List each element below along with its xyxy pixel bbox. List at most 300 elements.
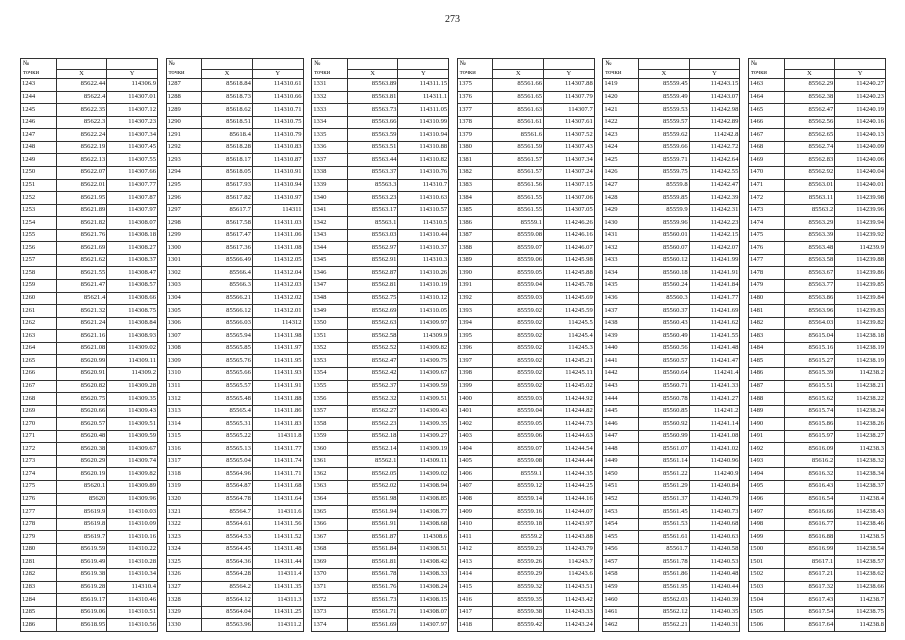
table-row [166, 619, 303, 632]
point-number: 1286 [21, 619, 57, 632]
y-coordinate: 114240.53 [689, 556, 740, 569]
x-coordinate: 85562.47 [784, 104, 835, 117]
y-coordinate: 114239.85 [835, 280, 886, 293]
y-coordinate: 114310.26 [398, 267, 449, 280]
x-coordinate: 85617.36 [202, 242, 253, 255]
y-coordinate: 114310.76 [398, 166, 449, 179]
table-row [166, 606, 303, 619]
point-number: 1391 [457, 280, 493, 293]
y-coordinate: 114310.46 [107, 594, 158, 607]
table-row [457, 166, 594, 179]
table-row [166, 543, 303, 556]
table-row [457, 91, 594, 104]
y-coordinate: 114308.84 [107, 317, 158, 330]
x-coordinate: 85559.18 [493, 518, 544, 531]
table-row [457, 493, 594, 506]
y-coordinate: 114311.44 [252, 556, 303, 569]
x-coordinate: 85618.73 [202, 91, 253, 104]
point-number: 1418 [457, 619, 493, 632]
point-number: 1342 [312, 217, 348, 230]
table-row [457, 254, 594, 267]
point-number: 1484 [748, 342, 784, 355]
y-coordinate: 114310.87 [252, 154, 303, 167]
point-number: 1482 [748, 317, 784, 330]
table-row [603, 568, 740, 581]
point-number: 1390 [457, 267, 493, 280]
y-coordinate: 114239.92 [835, 229, 886, 242]
point-number: 1472 [748, 192, 784, 205]
point-number: 1373 [312, 606, 348, 619]
y-coordinate: 114307.01 [107, 91, 158, 104]
y-coordinate: 114309.96 [107, 493, 158, 506]
table-row [21, 455, 158, 468]
table-row [748, 242, 885, 255]
y-coordinate: 114245.3 [544, 342, 595, 355]
table-row [21, 430, 158, 443]
y-coordinate: 114310.79 [252, 129, 303, 142]
point-number: 1453 [603, 506, 639, 519]
point-number: 1416 [457, 594, 493, 607]
x-coordinate: 85559.96 [638, 217, 689, 230]
table-row [603, 493, 740, 506]
x-coordinate: 85562.05 [347, 468, 398, 481]
table-row [603, 217, 740, 230]
x-coordinate: 85559.42 [493, 619, 544, 632]
x-coordinate: 85560.01 [638, 229, 689, 242]
point-number: 1315 [166, 430, 202, 443]
y-coordinate: 114309.11 [398, 455, 449, 468]
table-row [748, 481, 885, 494]
table-row [603, 418, 740, 431]
point-number: 1506 [748, 619, 784, 632]
y-coordinate: 114242.55 [689, 166, 740, 179]
point-number: 1454 [603, 518, 639, 531]
table-row [457, 292, 594, 305]
point-number: 1259 [21, 280, 57, 293]
y-coordinate: 114239.82 [835, 317, 886, 330]
y-coordinate: 114309.02 [107, 342, 158, 355]
table-row [457, 568, 594, 581]
y-coordinate: 114309.35 [398, 418, 449, 431]
table-row [603, 468, 740, 481]
x-coordinate: 85562.27 [347, 405, 398, 418]
point-number: 1375 [457, 79, 493, 92]
point-number: 1243 [21, 79, 57, 92]
y-coordinate: 114311.05 [398, 104, 449, 117]
point-number: 1247 [21, 129, 57, 142]
y-coordinate: 114244.35 [544, 468, 595, 481]
y-coordinate: 114310.22 [107, 543, 158, 556]
point-number: 1411 [457, 531, 493, 544]
y-coordinate: 114309.75 [398, 355, 449, 368]
table-row [21, 166, 158, 179]
table-row [21, 581, 158, 594]
table-row [21, 342, 158, 355]
x-coordinate: 85563.11 [784, 192, 835, 205]
x-coordinate: 85565.57 [202, 380, 253, 393]
point-number: 1397 [457, 355, 493, 368]
table-row [748, 166, 885, 179]
y-coordinate: 114244.82 [544, 405, 595, 418]
table-row [748, 91, 885, 104]
table-row [166, 518, 303, 531]
x-coordinate: 85560.71 [638, 380, 689, 393]
y-coordinate: 114239.98 [835, 192, 886, 205]
point-number: 1423 [603, 129, 639, 142]
x-coordinate: 85561.63 [493, 104, 544, 117]
x-coordinate: 85621.4 [56, 292, 107, 305]
point-number: 1293 [166, 154, 202, 167]
x-coordinate: 85562.87 [347, 267, 398, 280]
point-number: 1351 [312, 330, 348, 343]
point-number: 1388 [457, 242, 493, 255]
y-coordinate: 114245.5 [544, 317, 595, 330]
x-coordinate: 85562.42 [347, 367, 398, 380]
x-coordinate: 85560.18 [638, 267, 689, 280]
table-row [312, 166, 449, 179]
x-coordinate: 85620.57 [56, 418, 107, 431]
header-number: № [312, 59, 348, 70]
y-coordinate: 114246.07 [544, 242, 595, 255]
table-row [21, 619, 158, 632]
table-row [312, 141, 449, 154]
y-coordinate: 114240.13 [835, 129, 886, 142]
point-number: 1505 [748, 606, 784, 619]
table-row [748, 581, 885, 594]
y-coordinate: 114309.67 [107, 443, 158, 456]
point-number: 1401 [457, 405, 493, 418]
table-row [603, 506, 740, 519]
table-row [166, 355, 303, 368]
header-point: точки [457, 70, 493, 79]
x-coordinate: 85561.7 [638, 543, 689, 556]
table-row [21, 543, 158, 556]
point-number: 1383 [457, 179, 493, 192]
x-coordinate: 85561.76 [347, 581, 398, 594]
table-row [748, 267, 885, 280]
x-coordinate: 85559.07 [493, 443, 544, 456]
table-row [603, 531, 740, 544]
y-coordinate: 114308.94 [398, 481, 449, 494]
table-row [21, 405, 158, 418]
table-row [457, 418, 594, 431]
y-coordinate: 114239.94 [835, 217, 886, 230]
x-coordinate: 85563.96 [784, 305, 835, 318]
y-coordinate: 114238.62 [835, 568, 886, 581]
y-coordinate: 114243.7 [544, 556, 595, 569]
y-coordinate: 114245.98 [544, 254, 595, 267]
y-coordinate: 114311.8 [252, 430, 303, 443]
x-coordinate: 85561.66 [493, 79, 544, 92]
table-row [603, 280, 740, 293]
y-coordinate: 114240.19 [835, 104, 886, 117]
table-row [603, 367, 740, 380]
table-row [457, 543, 594, 556]
y-coordinate: 114309.82 [107, 468, 158, 481]
y-coordinate: 114310.3 [398, 254, 449, 267]
x-coordinate: 85563.81 [347, 91, 398, 104]
x-coordinate: 85563.01 [784, 179, 835, 192]
y-coordinate: 114245.59 [544, 305, 595, 318]
point-number: 1492 [748, 443, 784, 456]
x-coordinate: 85616.09 [784, 443, 835, 456]
header-y: Y [107, 70, 158, 79]
point-number: 1407 [457, 481, 493, 494]
x-coordinate: 85616.77 [784, 518, 835, 531]
y-coordinate: 114238.27 [835, 430, 886, 443]
table-row [21, 531, 158, 544]
table-row [457, 342, 594, 355]
y-coordinate: 114240.16 [835, 116, 886, 129]
point-number: 1434 [603, 267, 639, 280]
table-row [603, 292, 740, 305]
point-number: 1367 [312, 531, 348, 544]
point-number: 1477 [748, 254, 784, 267]
point-number: 1398 [457, 367, 493, 380]
table-row [748, 468, 885, 481]
table-row [312, 556, 449, 569]
y-coordinate: 114308.07 [107, 217, 158, 230]
y-coordinate: 114240.23 [835, 91, 886, 104]
table-row [21, 179, 158, 192]
point-number: 1288 [166, 91, 202, 104]
point-number: 1357 [312, 405, 348, 418]
table-row [748, 594, 885, 607]
y-coordinate: 114238.4 [835, 493, 886, 506]
y-coordinate: 114307.06 [544, 192, 595, 205]
x-coordinate: 85565.31 [202, 418, 253, 431]
table-row [603, 443, 740, 456]
point-number: 1270 [21, 418, 57, 431]
point-number: 1425 [603, 154, 639, 167]
point-number: 1494 [748, 468, 784, 481]
point-number: 1501 [748, 556, 784, 569]
table-row [166, 154, 303, 167]
point-number: 1470 [748, 166, 784, 179]
y-coordinate: 114240.44 [689, 581, 740, 594]
table-row [457, 141, 594, 154]
table-row [21, 468, 158, 481]
coordinate-table [457, 58, 595, 632]
point-number: 1261 [21, 305, 57, 318]
x-coordinate: 85559.49 [638, 91, 689, 104]
table-row [312, 192, 449, 205]
y-coordinate: 114240.73 [689, 506, 740, 519]
y-coordinate: 114239.86 [835, 267, 886, 280]
x-coordinate: 85563.59 [347, 129, 398, 142]
y-coordinate: 114307.79 [544, 91, 595, 104]
table-row [603, 481, 740, 494]
table-row [21, 154, 158, 167]
point-number: 1478 [748, 267, 784, 280]
x-coordinate: 85562.12 [638, 606, 689, 619]
x-coordinate: 85562.23 [347, 418, 398, 431]
table-row [312, 254, 449, 267]
x-coordinate: 85560.37 [638, 305, 689, 318]
table-row [312, 355, 449, 368]
coordinate-table [748, 58, 886, 632]
point-number: 1278 [21, 518, 57, 531]
y-coordinate: 114242.64 [689, 154, 740, 167]
point-number: 1379 [457, 129, 493, 142]
table-row [312, 116, 449, 129]
table-row [21, 506, 158, 519]
table-row [166, 556, 303, 569]
table-row [748, 443, 885, 456]
x-coordinate: 85619.9 [56, 506, 107, 519]
y-coordinate: 114238.24 [835, 405, 886, 418]
header-x: X [638, 70, 689, 79]
table-row [166, 254, 303, 267]
table-row [21, 192, 158, 205]
point-number: 1389 [457, 254, 493, 267]
y-coordinate: 114244.92 [544, 393, 595, 406]
table-row [457, 267, 594, 280]
table-row [603, 380, 740, 393]
point-number: 1499 [748, 531, 784, 544]
point-number: 1333 [312, 104, 348, 117]
y-coordinate: 114312.05 [252, 254, 303, 267]
point-number: 1442 [603, 367, 639, 380]
x-coordinate: 85562.37 [347, 380, 398, 393]
x-coordinate: 85619.7 [56, 531, 107, 544]
table-row [166, 166, 303, 179]
point-number: 1285 [21, 606, 57, 619]
table-row [166, 506, 303, 519]
x-coordinate: 85622.07 [56, 166, 107, 179]
y-coordinate: 114309.2 [107, 367, 158, 380]
table-row [457, 518, 594, 531]
y-coordinate: 114310.88 [398, 141, 449, 154]
point-number: 1475 [748, 229, 784, 242]
y-coordinate: 114309.19 [398, 443, 449, 456]
x-coordinate: 85564.78 [202, 493, 253, 506]
y-coordinate: 114238.21 [835, 380, 886, 393]
table-row [603, 141, 740, 154]
x-coordinate: 85560.64 [638, 367, 689, 380]
y-coordinate: 114241.62 [689, 317, 740, 330]
header-point: точки [748, 70, 784, 79]
x-coordinate: 85619.17 [56, 594, 107, 607]
y-coordinate: 114312.02 [252, 292, 303, 305]
x-coordinate: 85562.1 [347, 455, 398, 468]
table-row [166, 116, 303, 129]
x-coordinate: 85559.04 [493, 280, 544, 293]
point-number: 1354 [312, 367, 348, 380]
x-coordinate: 85563.89 [347, 79, 398, 92]
header-x: X [493, 70, 544, 79]
point-number: 1457 [603, 556, 639, 569]
x-coordinate: 85566.12 [202, 305, 253, 318]
table-row [21, 443, 158, 456]
point-number: 1395 [457, 330, 493, 343]
x-coordinate: 85621.32 [56, 305, 107, 318]
x-coordinate: 85621.62 [56, 254, 107, 267]
table-row [312, 506, 449, 519]
x-coordinate: 85559.02 [493, 367, 544, 380]
x-coordinate: 85564.87 [202, 481, 253, 494]
table-row [166, 430, 303, 443]
x-coordinate: 85561.61 [493, 116, 544, 129]
x-coordinate: 85561.55 [493, 204, 544, 217]
table-row [603, 192, 740, 205]
table-row [21, 305, 158, 318]
table-row [21, 229, 158, 242]
point-number: 1485 [748, 355, 784, 368]
y-coordinate: 114310.05 [398, 305, 449, 318]
point-number: 1500 [748, 543, 784, 556]
y-coordinate: 114311.25 [252, 606, 303, 619]
y-coordinate: 114311.88 [252, 393, 303, 406]
point-number: 1312 [166, 393, 202, 406]
table-row [603, 267, 740, 280]
x-coordinate: 85615.39 [784, 367, 835, 380]
point-number: 1282 [21, 568, 57, 581]
point-number: 1256 [21, 242, 57, 255]
table-row [312, 606, 449, 619]
x-coordinate: 85619.59 [56, 543, 107, 556]
x-coordinate: 85559.8 [638, 179, 689, 192]
x-coordinate: 85565.85 [202, 342, 253, 355]
x-coordinate: 85564.53 [202, 531, 253, 544]
point-number: 1410 [457, 518, 493, 531]
y-coordinate: 114311.71 [252, 468, 303, 481]
y-coordinate: 114240.63 [689, 531, 740, 544]
point-number: 1292 [166, 141, 202, 154]
table-row [312, 267, 449, 280]
point-number: 1352 [312, 342, 348, 355]
point-number: 1443 [603, 380, 639, 393]
x-coordinate: 85621.24 [56, 317, 107, 330]
table-row [312, 468, 449, 481]
y-coordinate: 114309.51 [107, 418, 158, 431]
table-row [748, 380, 885, 393]
y-coordinate: 114312.03 [252, 280, 303, 293]
y-coordinate: 114311.1 [398, 91, 449, 104]
x-coordinate: 85559.02 [493, 317, 544, 330]
x-coordinate: 85564.96 [202, 468, 253, 481]
table-row [748, 179, 885, 192]
x-coordinate: 85561.56 [493, 179, 544, 192]
point-number: 1251 [21, 179, 57, 192]
table-row [603, 129, 740, 142]
y-coordinate: 114311.97 [252, 342, 303, 355]
point-number: 1429 [603, 204, 639, 217]
y-coordinate: 114311.6 [252, 506, 303, 519]
table-row [603, 355, 740, 368]
y-coordinate: 114310.28 [107, 556, 158, 569]
x-coordinate: 85561.87 [347, 531, 398, 544]
x-coordinate: 85563.58 [784, 254, 835, 267]
y-coordinate: 114307.7 [544, 104, 595, 117]
y-coordinate: 114238.3 [835, 443, 886, 456]
y-coordinate: 114310.82 [398, 154, 449, 167]
point-number: 1310 [166, 367, 202, 380]
x-coordinate: 85559.02 [493, 330, 544, 343]
x-coordinate: 85559.57 [638, 116, 689, 129]
table-row [748, 405, 885, 418]
point-number: 1432 [603, 242, 639, 255]
header-blank [544, 59, 595, 70]
y-coordinate: 114311.52 [252, 531, 303, 544]
x-coordinate: 85561.6 [493, 129, 544, 142]
x-coordinate: 85564.2 [202, 581, 253, 594]
y-coordinate: 114238.5 [835, 531, 886, 544]
y-coordinate: 114241.47 [689, 355, 740, 368]
point-number: 1339 [312, 179, 348, 192]
point-number: 1394 [457, 317, 493, 330]
point-number: 1294 [166, 166, 202, 179]
